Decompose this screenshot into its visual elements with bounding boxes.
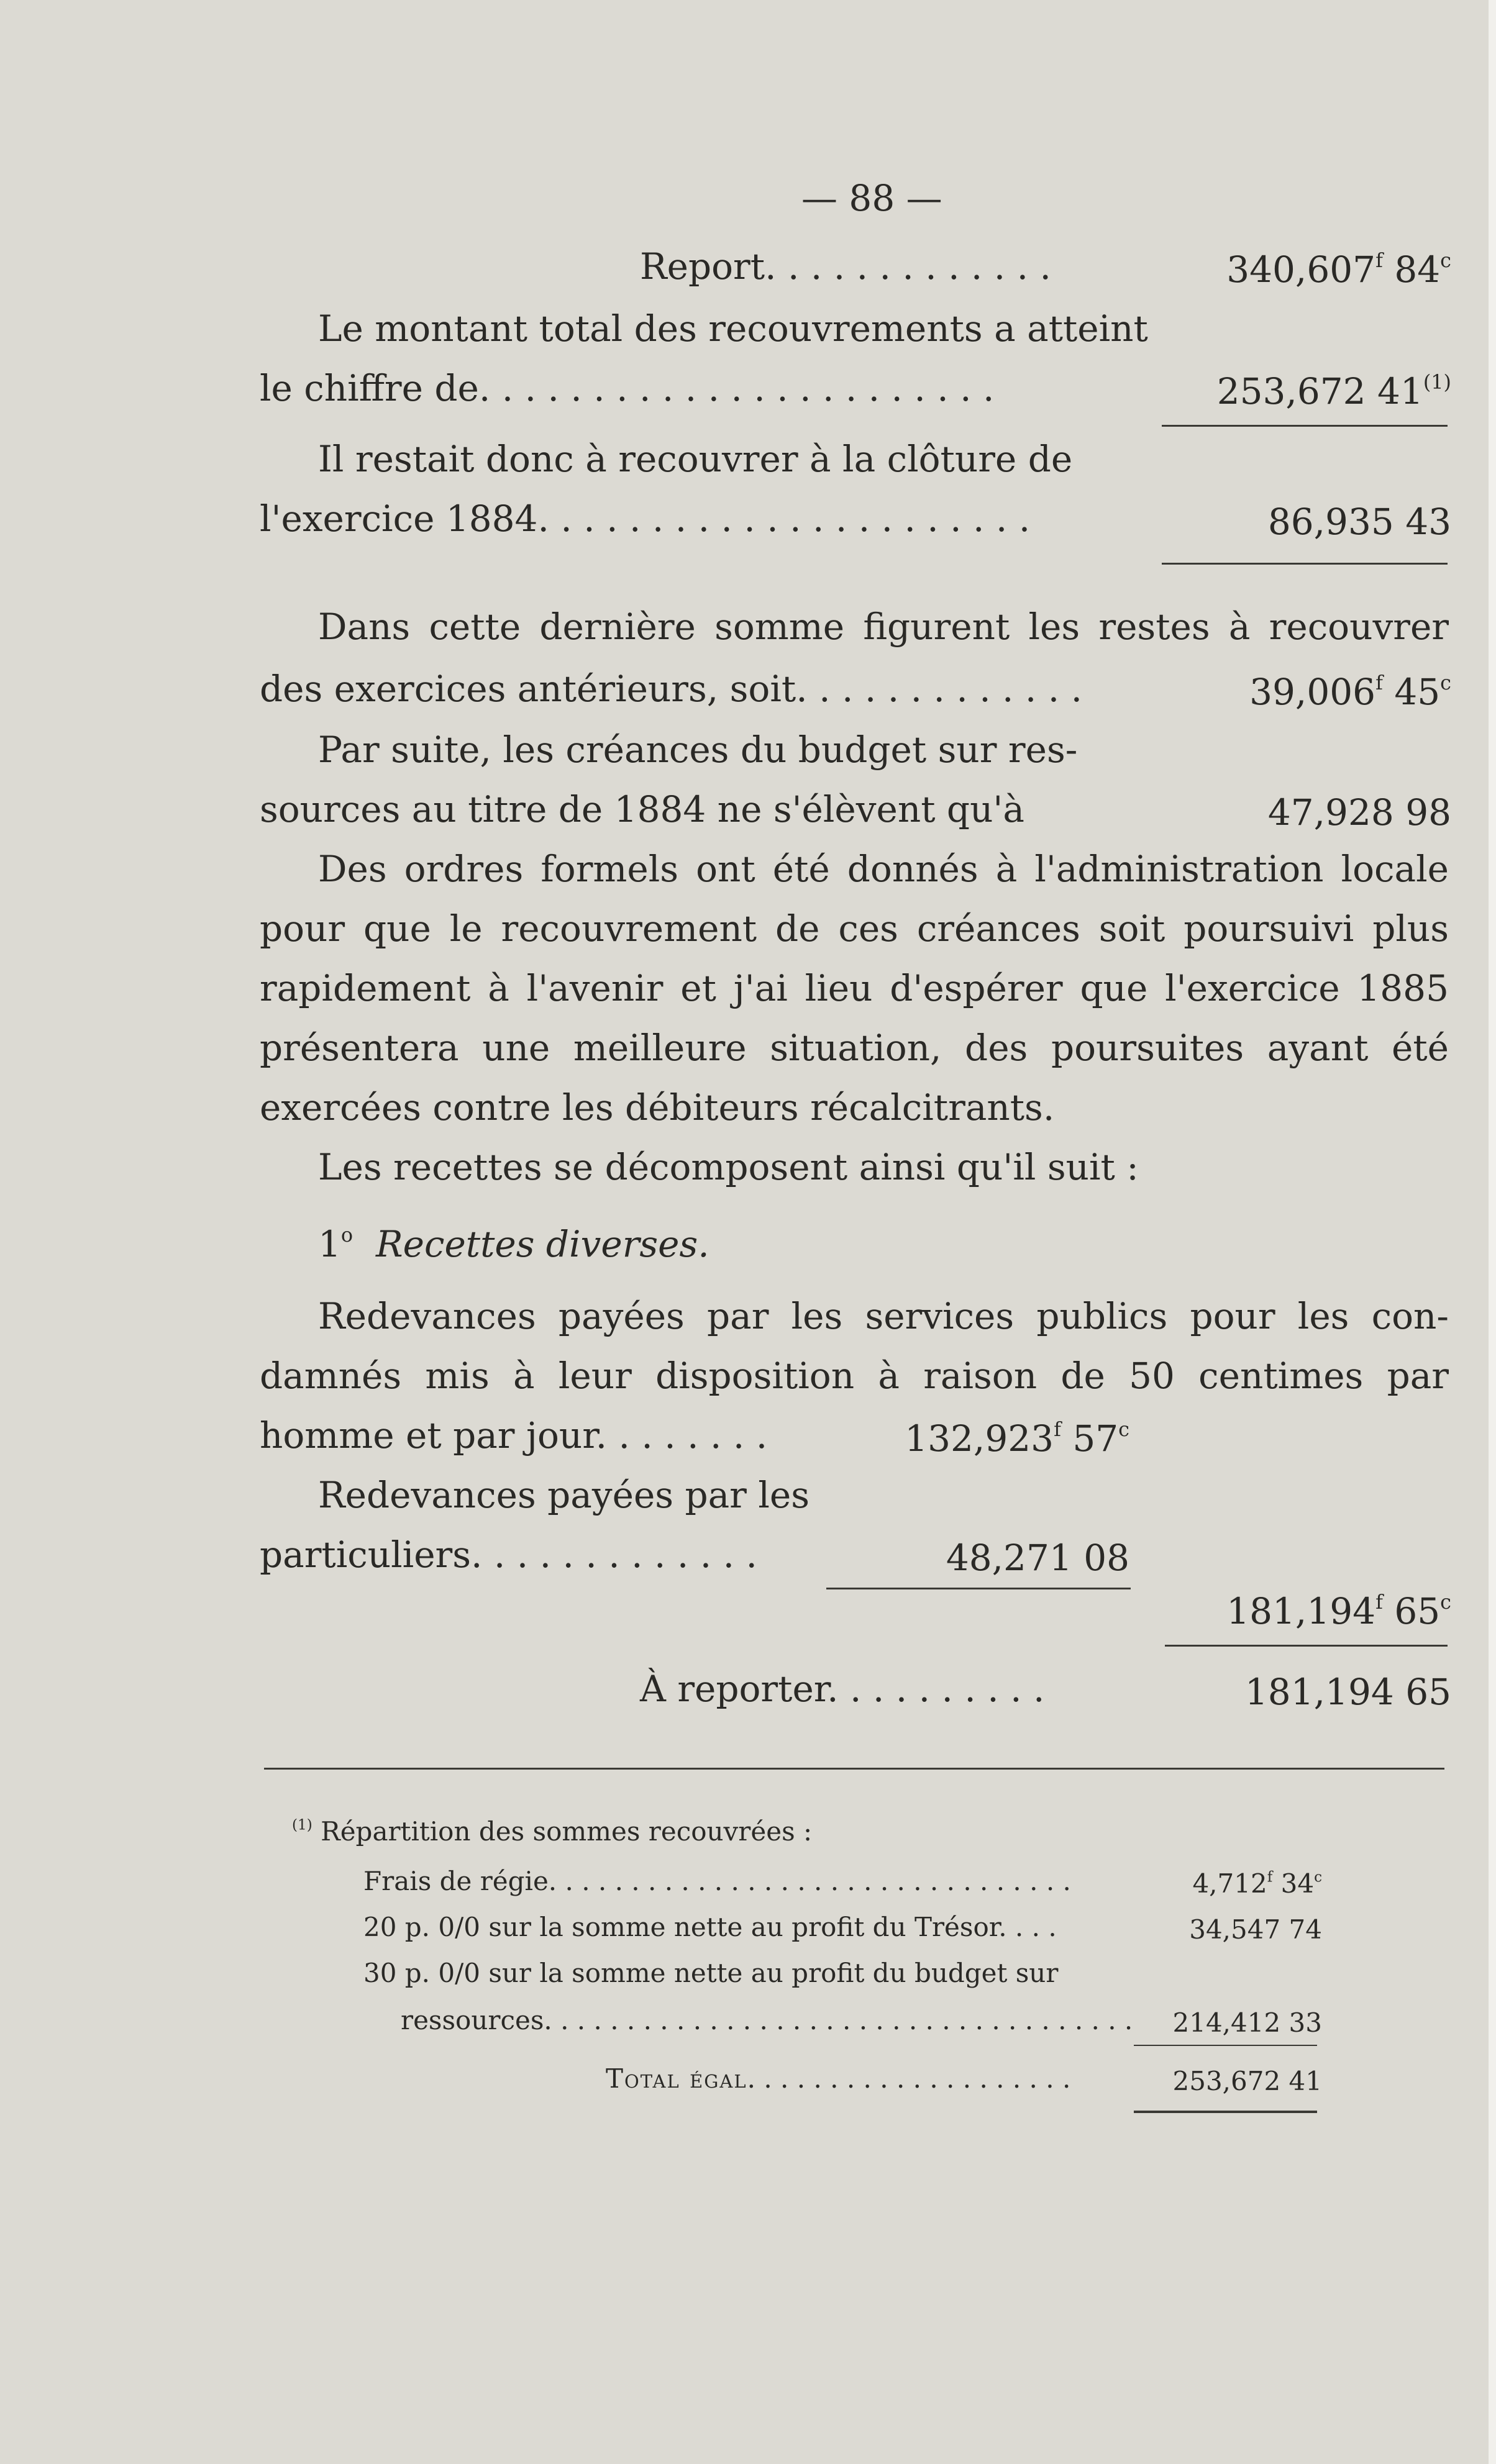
paragraph-line1: Des ordres formels ont été donnés à l'administration locale: [318, 848, 1449, 890]
leader-dots: . . . . . . . . . .: [827, 1668, 1045, 1710]
a-reporter-line: [640, 1668, 1045, 1710]
footnote-budget-label: ressources: [401, 2005, 544, 2035]
rule-subtotal-left: [826, 1588, 1131, 1589]
footnote-budget-value: 214,412 33: [1172, 2007, 1322, 2038]
redevances-publics-line1: Redevances payées par les services publics pour les con-: [318, 1295, 1449, 1337]
restes-amount: 39,006: [1249, 671, 1376, 713]
a-reporter-value: 181,194 65: [1244, 1671, 1451, 1713]
restait-value: 86,935 43: [1267, 501, 1451, 543]
creances-value: 47,928 98: [1267, 791, 1451, 834]
leader-dots: . . . . . . . . . . . . . . . . . . . . . . .: [478, 367, 995, 409]
report-value: [1226, 248, 1451, 291]
footnote-total-label: Total égal: [606, 2063, 747, 2094]
footnote-row-budget-line1: 30 p. 0/0 sur la somme nette au profit du budget sur: [363, 1958, 1059, 1988]
cent-sup: c: [1118, 1417, 1129, 1442]
leader-dots: . . . . . . . . . . . . .: [796, 668, 1083, 710]
footnote-row-tresor: 20 p. 0/0 sur la somme nette au profit du Trésor. . . .: [363, 1912, 1057, 1942]
a-reporter-label: À reporter: [640, 1668, 828, 1710]
leader-dots: . . . . . . . . . . . . . . . . . . . . . . . . . . . . . . . .: [548, 1866, 1071, 1896]
rule-footnote-final: [1134, 2111, 1317, 2113]
footnote-separator: [264, 1768, 1444, 1770]
franc-sup: f: [1375, 248, 1383, 273]
redevances-publics-line2: damnés mis à leur disposition à raison de 50 centimes par: [260, 1355, 1449, 1397]
restait-line1: Il restait donc à recouvrer à la clôture de: [318, 438, 1073, 480]
redevances-publics-value: [905, 1417, 1129, 1460]
redevances-particuliers-line1: Redevances payées par les: [318, 1474, 810, 1516]
restait-line2: [260, 498, 1031, 540]
footnote-marker: (1): [292, 1817, 312, 1834]
leader-dots: . . . . . . . . . . . . . . . . . . . . . . . . . . . . . . . . . . . .: [544, 2005, 1133, 2035]
franc-sup: f: [1267, 1869, 1273, 1886]
recouvrements-line1: Le montant total des recouvrements a atteint: [318, 307, 1148, 350]
report-amount: 340,607: [1226, 248, 1376, 291]
subtotal-amount: 181,194: [1226, 1590, 1376, 1632]
restes-value: [1249, 671, 1451, 713]
section-number: 1: [318, 1223, 341, 1265]
report-cents: 84: [1394, 248, 1441, 291]
rule-recouvrements: [1162, 425, 1448, 427]
recouvrements-line2: [260, 367, 995, 409]
rule-restait: [1162, 563, 1448, 565]
rule-footnote-total: [1134, 2045, 1317, 2046]
redevances-publics-line3: [260, 1414, 768, 1457]
cent-sup: c: [1314, 1869, 1322, 1886]
footnote-total-line: [606, 2063, 1071, 2094]
restait-label: l'exercice 1884: [260, 498, 538, 540]
report-line: [640, 245, 1051, 288]
footnote-ref: (1): [1423, 370, 1451, 394]
footnote-regie-value: [1192, 1868, 1322, 1899]
recouvrements-label: le chiffre de: [260, 367, 479, 409]
page-number: — 88 —: [801, 177, 942, 219]
footnote-title: Répartition des sommes recouvrées :: [321, 1816, 813, 1847]
paragraph-line4: présentera une meilleure situation, des poursuites ayant été: [260, 1027, 1449, 1069]
franc-sup: f: [1375, 671, 1383, 695]
redevances-publics-label: homme et par jour: [260, 1414, 596, 1457]
subtotal-value: [1226, 1590, 1451, 1632]
leader-dots: . . . . . . . . . . . . .: [765, 245, 1051, 288]
paragraph-line3: rapidement à l'avenir et j'ai lieu d'espérer que l'exercice 1885: [260, 967, 1449, 1009]
cent-sup: c: [1440, 671, 1451, 695]
leader-dots: . . . . . . . .: [595, 1414, 768, 1457]
rule-subtotal-right: [1165, 1645, 1448, 1647]
franc-sup: f: [1375, 1590, 1383, 1614]
leader-dots: . . . . . . . . . . . . . . . . . . . .: [747, 2063, 1071, 2094]
redevances-particuliers-label: particuliers: [260, 1534, 472, 1576]
paragraph-line5: exercées contre les débiteurs récalcitrants.: [260, 1086, 1055, 1129]
section-heading: [318, 1223, 709, 1265]
restes-line2: [260, 668, 1083, 710]
report-label: Report: [640, 245, 765, 288]
page-edge: [1489, 0, 1496, 2464]
redevances-publics-amount: 132,923: [905, 1417, 1054, 1460]
creances-line2: sources au titre de 1884 ne s'élèvent qu'à: [260, 788, 1024, 830]
footnote-title-line: [292, 1816, 813, 1847]
recouvrements-value: [1217, 370, 1451, 412]
recouvrements-amount: 253,672 41: [1216, 370, 1423, 412]
degree-sup: o: [340, 1223, 353, 1247]
restes-line1: Dans cette dernière somme figurent les restes à recouvrer: [318, 606, 1449, 648]
redevances-particuliers-value: 48,271 08: [946, 1537, 1129, 1579]
footnote-row-budget-line2: [401, 2007, 1133, 2034]
footnote-tresor-value: 34,547 74: [1189, 1914, 1322, 1945]
footnote-row-regie: [363, 1868, 1071, 1894]
restes-cents: 45: [1394, 671, 1441, 713]
subtotal-cents: 65: [1394, 1590, 1441, 1632]
footnote-total-value: 253,672 41: [1172, 2066, 1322, 2096]
redevances-publics-cents: 57: [1072, 1417, 1119, 1460]
decompose-line: Les recettes se décomposent ainsi qu'il suit :: [318, 1146, 1139, 1188]
leader-dots: . . . . . . . . . . . . . . . . . . . . . .: [537, 498, 1031, 540]
cent-sup: c: [1440, 248, 1451, 273]
franc-sup: f: [1054, 1417, 1061, 1442]
redevances-particuliers-line2: [260, 1534, 757, 1576]
footnote-regie-amount: 4,712: [1192, 1868, 1267, 1899]
footnote-regie-label: Frais de régie: [363, 1866, 549, 1896]
cent-sup: c: [1440, 1590, 1451, 1614]
creances-line1: Par suite, les créances du budget sur res-: [318, 729, 1078, 771]
section-title: Recettes diverses.: [375, 1223, 709, 1265]
footnote-regie-cents: 34: [1280, 1868, 1315, 1899]
restes-label: des exercices antérieurs, soit: [260, 668, 796, 710]
paragraph-line2: pour que le recouvrement de ces créances soit poursuivi plus: [260, 907, 1449, 950]
leader-dots: . . . . . . . . . . . . .: [471, 1534, 757, 1576]
